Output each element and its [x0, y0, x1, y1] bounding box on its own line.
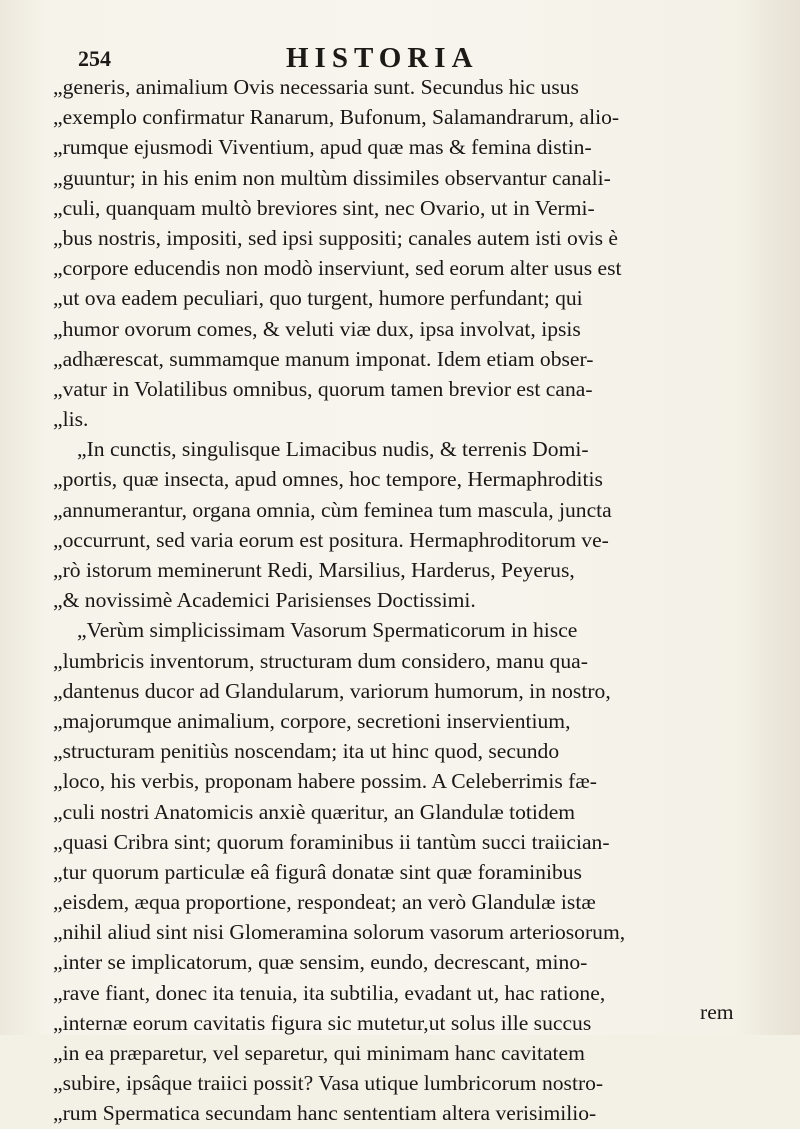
text-line: „vatur in Volatilibus omnibus, quorum tamen brevior est cana- — [53, 376, 593, 401]
paragraph-start-line: „In cunctis, singulisque Limacibus nudis, & terrenis Domi- — [77, 437, 589, 462]
catchword: rem — [700, 1000, 734, 1024]
text-line: „majorumque animalium, corpore, secretioni inservientium, — [53, 708, 571, 733]
text-line: „generis, animalium Ovis necessaria sunt. Secundus hic usus — [53, 75, 579, 99]
text-line: „rave fiant, donec ita tenuia, ita subtilia, evadant ut, hac ratione, — [53, 980, 606, 1005]
text-line: „structuram penitiùs noscendam; ita ut hinc quod, secundo — [53, 739, 560, 764]
text-line: „& novissimè Academici Parisienses Doctissimi. — [53, 588, 476, 613]
text-line: „in ea præparetur, vel separetur, qui minimam hanc cavitatem — [53, 1041, 585, 1065]
text-line: „occurrunt, sed varia eorum est positura. Hermaphroditorum ve- — [53, 527, 609, 552]
text-line: „culi, quanquam multò breviores sint, nec Ovario, ut in Vermi- — [53, 195, 595, 220]
text-line: „tur quorum particulæ eâ figurâ donatæ sint quæ foraminibus — [53, 859, 582, 884]
text-line: „culi nostri Anatomicis anxiè quæritur, an Glandulæ totidem — [53, 799, 576, 824]
running-head: HISTORIA — [286, 42, 479, 74]
text-line: „inter se implicatorum, quæ sensim, eundo, decrescant, mino- — [53, 950, 588, 975]
text-line: „exemplo confirmatur Ranarum, Bufonum, Salamandrarum, alio- — [53, 105, 620, 130]
text-line: „internæ eorum cavitatis figura sic mutetur,ut solus ille succus — [53, 1010, 592, 1035]
text-line: „humor ovorum comes, & veluti viæ dux, ipsa involvat, ipsis — [53, 316, 581, 341]
text-line: „rumque ejusmodi Viventium, apud quæ mas & femina distin- — [53, 135, 592, 160]
text-line: „rum Spermatica secundam hanc sententiam altera verisimilio- — [53, 1101, 597, 1126]
text-line: „eisdem, æqua proportione, respondeat; an verò Glandulæ istæ — [53, 890, 596, 915]
text-line: „annumerantur, organa omnia, cùm feminea tum mascula, juncta — [53, 497, 612, 522]
text-line: „portis, quæ insecta, apud omnes, hoc tempore, Hermaphroditis — [53, 467, 603, 492]
text-line: „guuntur; in his enim non multùm dissimiles observantur canali- — [53, 165, 611, 190]
text-line: „adhærescat, summamque manum imponat. Idem etiam obser- — [53, 346, 594, 371]
text-line: „subire, ipsâque traiici possit? Vasa utique lumbricorum nostro- — [53, 1071, 604, 1096]
text-line: „corpore educendis non modò inserviunt, sed eorum alter usus est — [53, 256, 622, 281]
body-text — [53, 72, 775, 1129]
text-line: „rò istorum meminerunt Redi, Marsilius, Harderus, Peyerus, — [53, 558, 575, 582]
page-number: 254 — [78, 46, 111, 71]
paragraph-start-line: „Verùm simplicissimam Vasorum Spermaticorum in hisce — [77, 618, 578, 643]
text-line: „nihil aliud sint nisi Glomeramina solorum vasorum arteriosorum, — [53, 920, 626, 945]
text-line: „quasi Cribra sint; quorum foraminibus ii tantùm succi traiician- — [53, 829, 610, 854]
text-line: „lumbricis inventorum, structuram dum considero, manu qua- — [53, 648, 588, 673]
text-line: „ut ova eadem peculiari, quo turgent, humore perfundant; qui — [53, 286, 583, 311]
text-line: „lis. — [53, 407, 89, 432]
text-line: „bus nostris, impositi, sed ipsi suppositi; canales autem isti ovis è — [53, 225, 619, 250]
text-line: „dantenus ducor ad Glandularum, variorum humorum, in nostro, — [53, 678, 611, 703]
text-line: „loco, his verbis, proponam habere possim. A Celeberrimis fæ- — [53, 769, 597, 794]
